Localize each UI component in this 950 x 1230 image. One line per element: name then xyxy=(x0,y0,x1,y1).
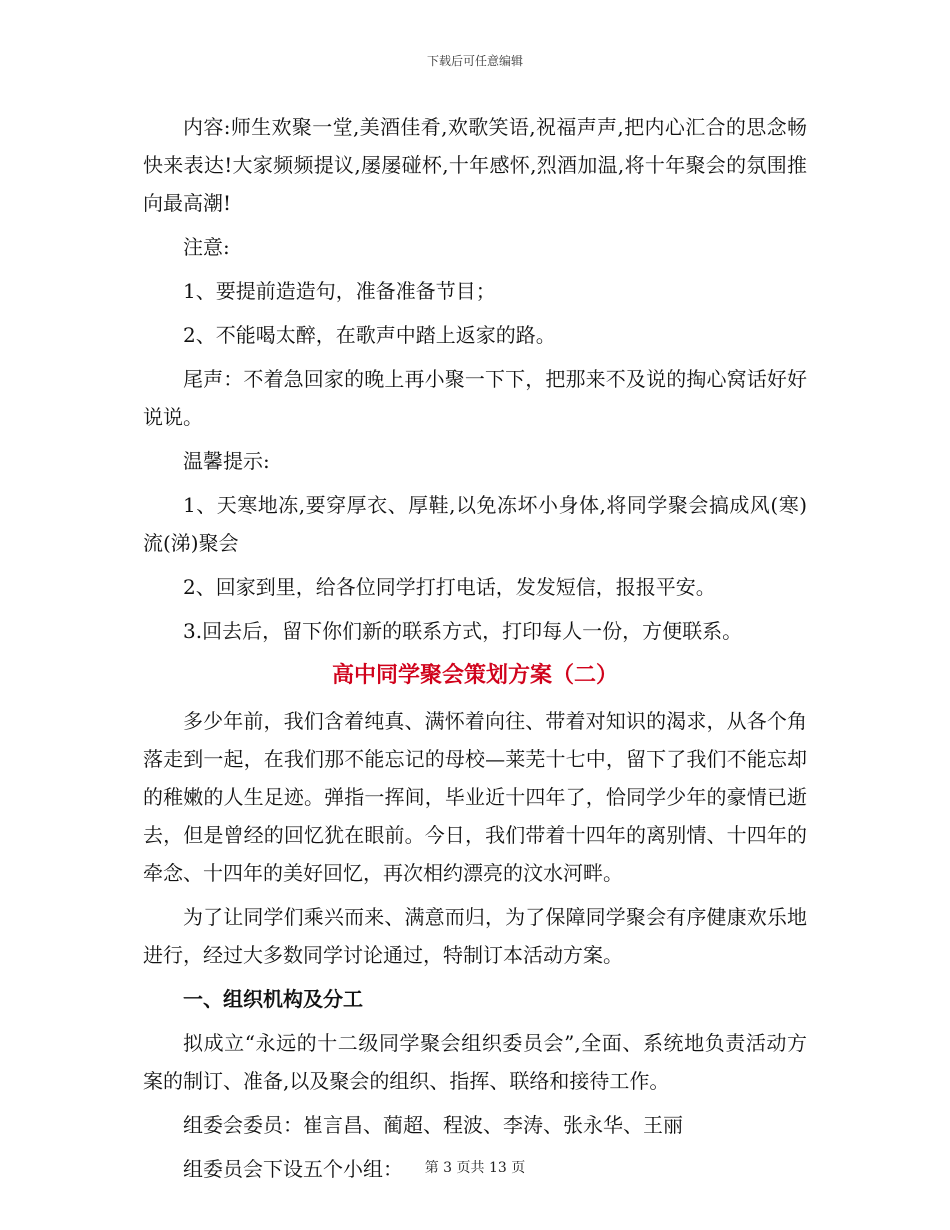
paragraph-epilogue: 尾声：不着急回家的晚上再小聚一下下，把那来不及说的掏心窝话好好说说。 xyxy=(143,367,807,429)
subheading-organization: 一、组织机构及分工 xyxy=(183,987,363,1011)
paragraph-notice-2: 2、不能喝太醉，在歌声中踏上返家的路。 xyxy=(183,323,556,347)
page-header: 下载后可任意编辑 xyxy=(426,54,523,68)
paragraph-purpose: 为了让同学们乘兴而来、满意而归，为了保障同学聚会有序健康欢乐地进行，经过大多数同学讨论通过，特制订本活动方案。 xyxy=(143,905,807,967)
paragraph-notice-1: 1、要提前造造句，准备准备节目； xyxy=(183,279,496,303)
paragraph-content: 内容:师生欢聚一堂,美酒佳肴,欢歌笑语,祝福声声,把内心汇合的思念畅快来表达!大家频频提议,屡屡碰杯,十年感怀,烈酒加温,将十年聚会的氛围推向最高潮! xyxy=(143,115,807,215)
section-title: 高中同学聚会策划方案（二） xyxy=(331,663,618,688)
paragraph-tip-1: 1、天寒地冻,要穿厚衣、厚鞋,以免冻坏小身体,将同学聚会搞成风(寒)流(涕)聚会 xyxy=(143,493,807,555)
paragraph-tips-label: 温馨提示: xyxy=(183,449,270,473)
page-content xyxy=(143,108,807,1194)
paragraph-groups: 组委员会下设五个小组： xyxy=(183,1157,403,1181)
paragraph-members: 组委会委员：崔言昌、蔺超、程波、李涛、张永华、王丽 xyxy=(183,1113,683,1137)
paragraph-tip-3: 3.回去后，留下你们新的联系方式，打印每人一份，方便联系。 xyxy=(183,619,743,643)
paragraph-intro: 多少年前，我们含着纯真、满怀着向往、带着对知识的渴求，从各个角落走到一起，在我们那不能忘记的母校—莱芜十七中，留下了我们不能忘却的稚嫩的人生足迹。弹指一挥间，毕业近十四年了，恰同学少年的豪情已逝去，但是曾经的回忆犹在眼前。今日，我们带着十四年的离别情、十四年的牵念、十四年的美好回忆，再次相约漂亮的汶水河畔。 xyxy=(143,709,807,885)
paragraph-tip-2: 2、回家到里，给各位同学打打电话，发发短信，报报平安。 xyxy=(183,575,716,599)
paragraph-notice-label: 注意: xyxy=(183,235,230,259)
paragraph-committee: 拟成立“永远的十二级同学聚会组织委员会”,全面、系统地负责活动方案的制订、准备,以及聚会的组织、指挥、联络和接待工作。 xyxy=(143,1031,807,1093)
page-footer: 第 3 页共 13 页 xyxy=(424,1160,526,1176)
